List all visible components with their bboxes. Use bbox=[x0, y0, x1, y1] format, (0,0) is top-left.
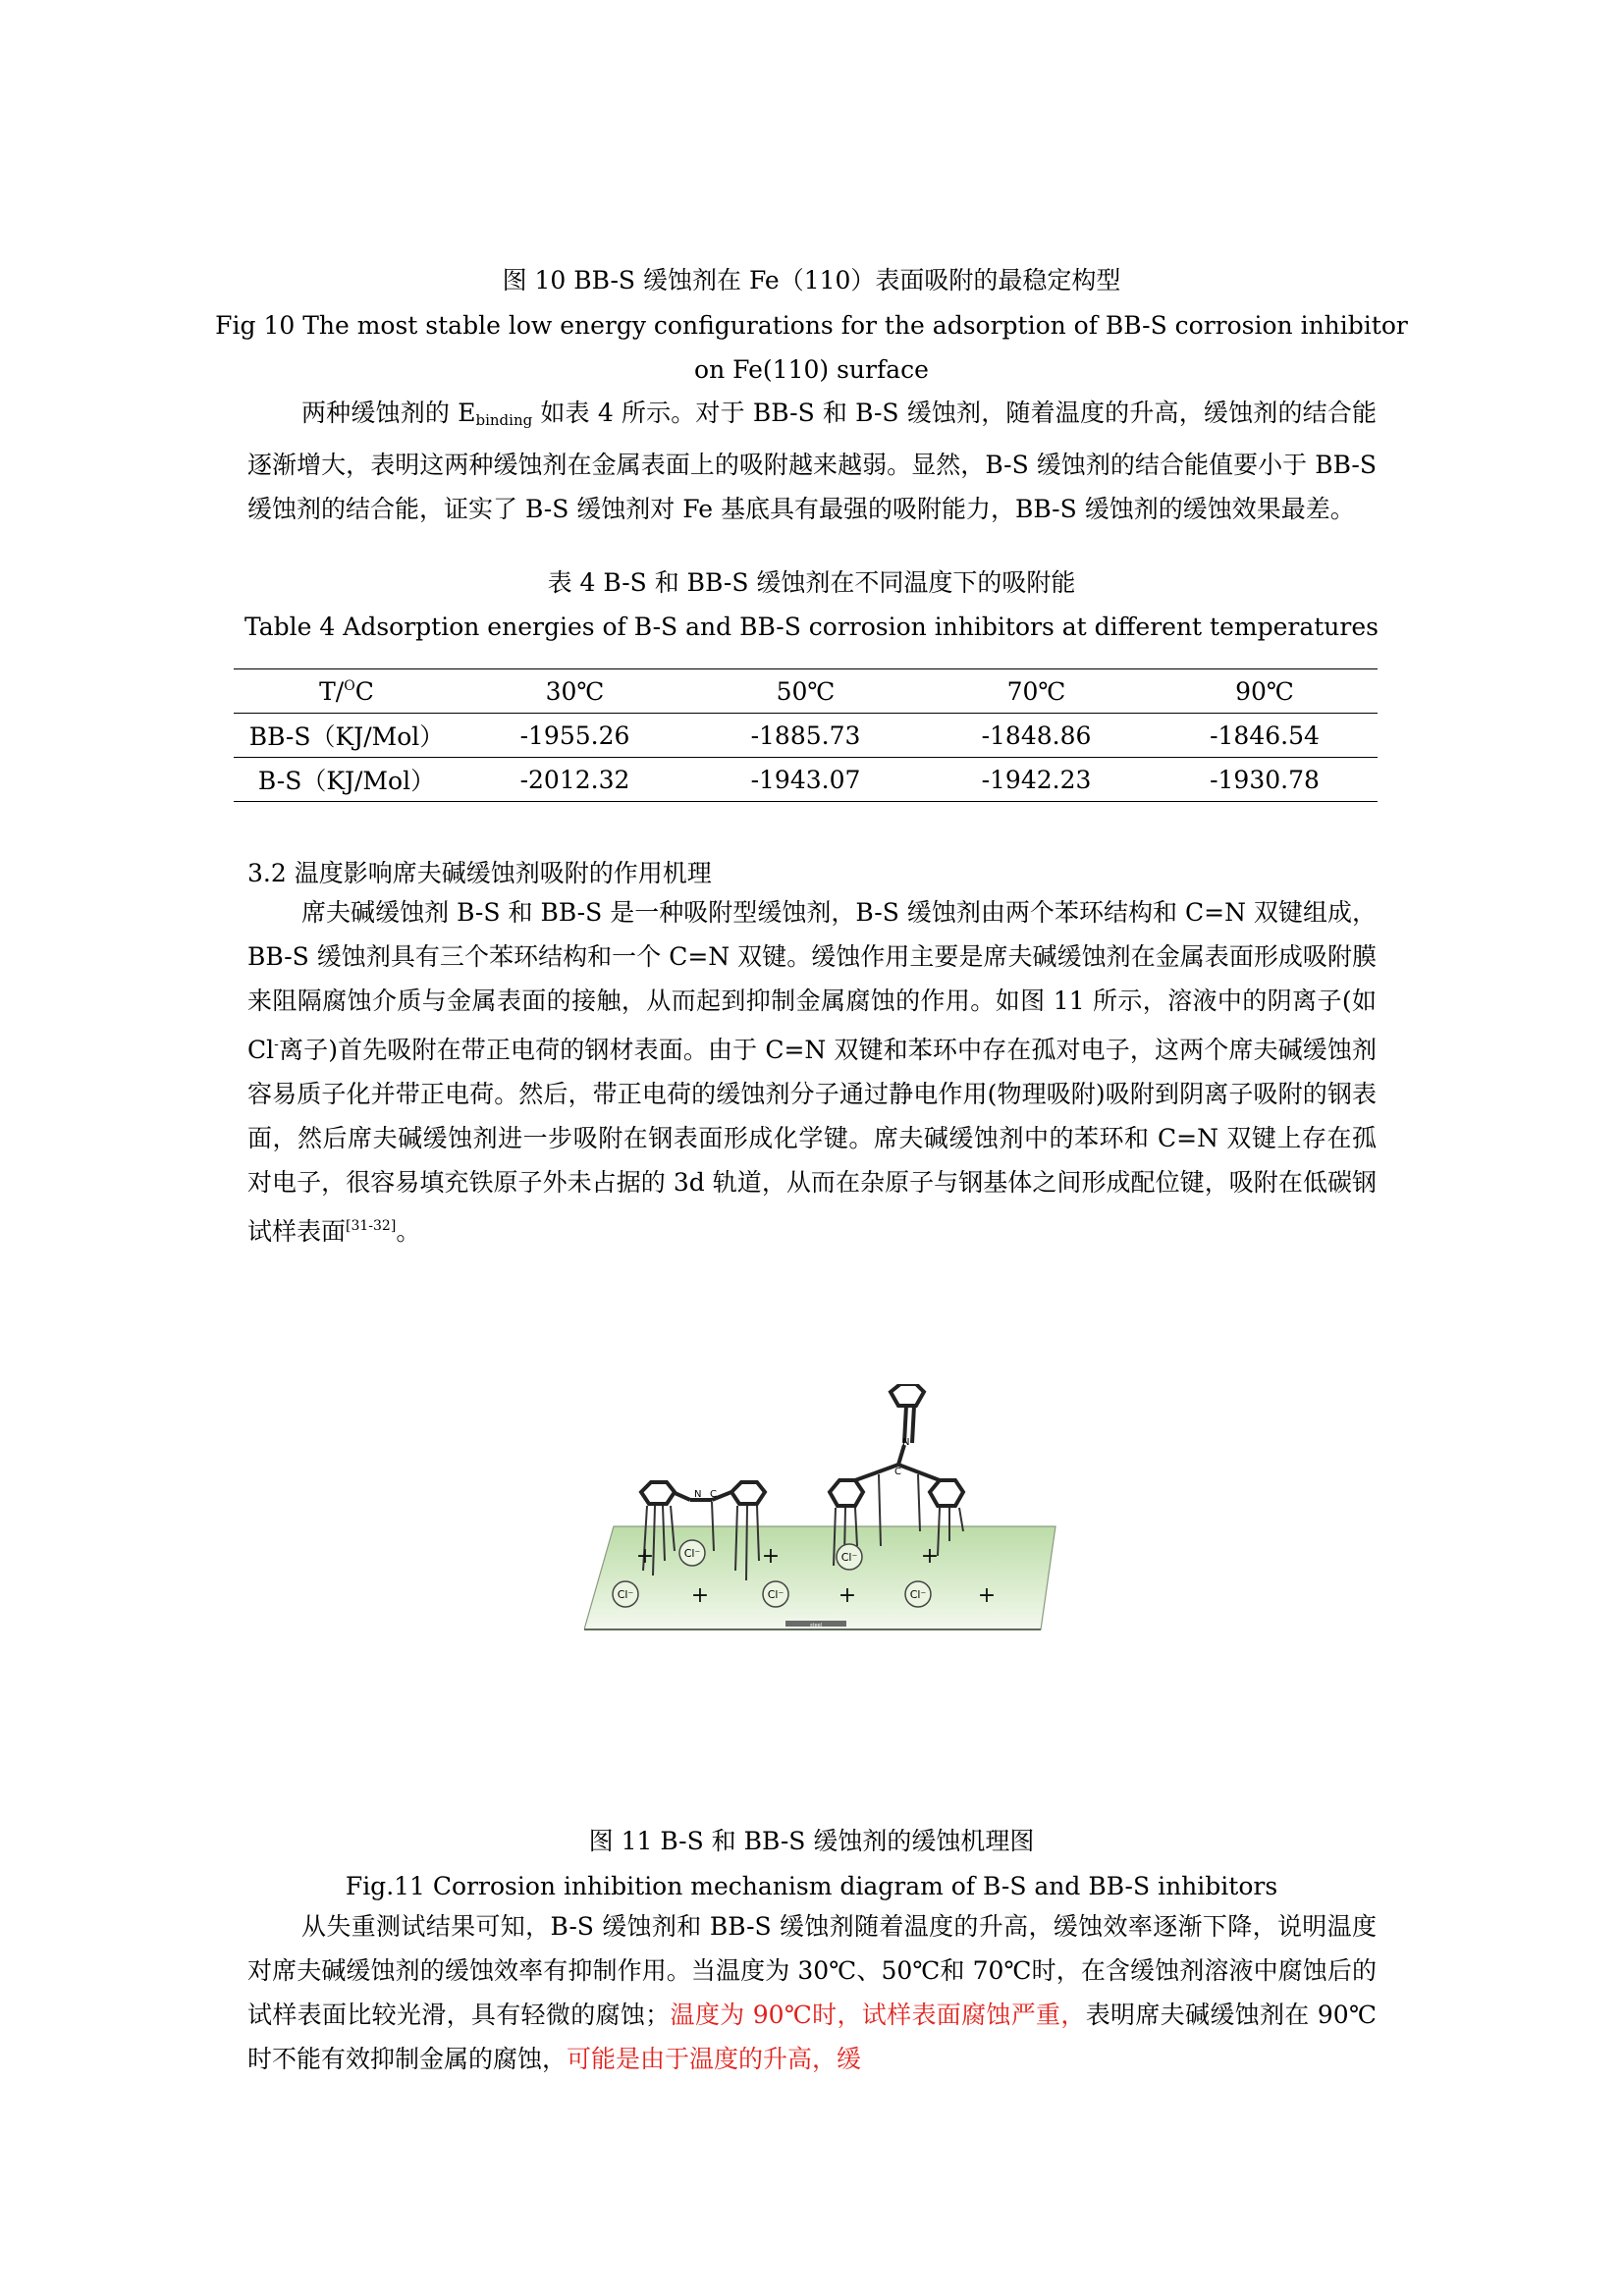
binding-subscript: binding bbox=[475, 411, 533, 429]
bbs-n-label: N bbox=[902, 1437, 910, 1448]
bbs-c-label: C bbox=[894, 1467, 901, 1477]
fig11-caption-en: Fig.11 Corrosion inhibition mechanism diagram of B-S and BB-S inhibitors bbox=[345, 1872, 1278, 1900]
cell: -1942.23 bbox=[981, 765, 1092, 794]
table4-caption-en: Table 4 Adsorption energies of B-S and BB-S corrosion inhibitors at different temperatures bbox=[244, 613, 1379, 641]
bs-c-label: C bbox=[710, 1489, 717, 1500]
highlight-red-1: 温度为 90℃时，试样表面腐蚀严重， bbox=[670, 2001, 1086, 2029]
cell: -2012.32 bbox=[519, 765, 630, 794]
svg-text:+: + bbox=[635, 1544, 655, 1569]
fig10-caption-en-line1: Fig 10 The most stable low energy configurations for the adsorption of BB-S corrosion inhibitor bbox=[215, 311, 1408, 340]
cell: -1955.26 bbox=[519, 721, 630, 750]
table4-caption-cn: 表 4 B-S 和 BB-S 缓蚀剂在不同温度下的吸附能 bbox=[547, 568, 1076, 597]
cell: -1885.73 bbox=[750, 721, 861, 750]
adsorption-energy-table bbox=[234, 668, 1378, 802]
cell: -1930.78 bbox=[1210, 765, 1320, 794]
cell: -1943.07 bbox=[750, 765, 861, 794]
svg-text:Cl⁻: Cl⁻ bbox=[617, 1588, 634, 1601]
table-header-row bbox=[234, 669, 1378, 714]
fig11-mechanism-diagram bbox=[584, 1384, 1065, 1679]
svg-text:Cl⁻: Cl⁻ bbox=[909, 1588, 927, 1601]
svg-text:Cl⁻: Cl⁻ bbox=[767, 1588, 784, 1601]
svg-text:+: + bbox=[761, 1544, 781, 1569]
fig10-caption-cn: 图 10 BB-S 缓蚀剂在 Fe（110）表面吸附的最稳定构型 bbox=[502, 266, 1121, 294]
paragraph-mechanism: 席夫碱缓蚀剂 B-S 和 BB-S 是一种吸附型缓蚀剂，B-S 缓蚀剂由两个苯环结构和 C=N 双键组成，BB-S 缓蚀剂具有三个苯环结构和一个 C=N 双键。缓蚀作用主要是席夫碱缓蚀剂在金属表面形成吸附膜来阻隔腐蚀介质与金属表面的接触，从而起到抑制金属腐蚀的作用。如图 11 所示，溶液中的阴离子(如 Cl-离子)首先吸附在带正电荷的钢材表面。由于 C=N 双键和苯环中存在孤对电子，这两个席夫碱缓蚀剂容易质子化并带正电荷。然后，带正电荷的缓蚀剂分子通过静电作用(物理吸附)吸附到阴离子吸附的钢表面，然后席夫碱缓蚀剂进一步吸附在钢表面形成化学键。席夫碱缓蚀剂中的苯环和 C=N 双键上存在孤对电子，很容易填充铁原子外未占据的 3d 轨道，从而在杂原子与钢基体之间形成配位键，吸附在低碳钢试样表面[31-32]。 bbox=[247, 898, 1377, 1246]
cell: -1846.54 bbox=[1210, 721, 1320, 750]
svg-text:+: + bbox=[920, 1544, 940, 1569]
paragraph-temperature-effect: 从失重测试结果可知，B-S 缓蚀剂和 BB-S 缓蚀剂随着温度的升高，缓蚀效率逐渐下降，说明温度对席夫碱缓蚀剂的缓蚀效率有抑制作用。当温度为 30℃、50℃和 70℃时，在含缓蚀剂溶液中腐蚀后的试样表面比较光滑，具有轻微的腐蚀；温度为 90℃时，试样表面腐蚀严重，表明席夫碱缓蚀剂在 90℃时不能有效抑制金属的腐蚀，可能是由于温度的升高，缓 bbox=[247, 1912, 1377, 2073]
fig11-caption-cn: 图 11 B-S 和 BB-S 缓蚀剂的缓蚀机理图 bbox=[588, 1827, 1035, 1855]
steel-label: steel bbox=[809, 1623, 823, 1629]
section-heading: 3.2 温度影响席夫碱缓蚀剂吸附的作用机理 bbox=[247, 859, 712, 887]
svg-text:Cl⁻: Cl⁻ bbox=[683, 1547, 701, 1560]
highlight-red-2: 可能是由于温度的升高，缓 bbox=[567, 2045, 862, 2073]
paragraph-binding-energy: 两种缓蚀剂的 $E_{binding}$ 如表 4 所示。对于 BB-S 和 B-S 缓蚀剂，随着温度的升高，缓蚀剂的结合能逐渐增大，表明这两种缓蚀剂在金属表面上的吸附越来越弱。显然，B-S 缓蚀剂的结合能值要小于 BB-S 缓蚀剂的结合能，证实了 B-S 缓蚀剂对 Fe 基底具有最强的吸附能力，BB-S 缓蚀剂的缓蚀效果最差。 bbox=[247, 399, 1377, 523]
reference-31-32: [31-32] bbox=[346, 1218, 397, 1234]
svg-text:+: + bbox=[977, 1583, 997, 1608]
svg-text:+: + bbox=[690, 1583, 710, 1608]
header-90: 90℃ bbox=[1235, 676, 1294, 706]
row-label-bs: B-S（KJ/Mol） bbox=[257, 767, 436, 795]
header-50: 50℃ bbox=[776, 676, 836, 706]
svg-text:+: + bbox=[838, 1583, 857, 1608]
cell: -1848.86 bbox=[981, 721, 1092, 750]
bs-n-label: N bbox=[694, 1489, 702, 1500]
svg-text:Cl⁻: Cl⁻ bbox=[840, 1551, 858, 1564]
table-row bbox=[234, 758, 1378, 802]
steel-plate bbox=[584, 1526, 1055, 1629]
header-temperature: T/$^O$C bbox=[319, 676, 374, 706]
row-label-bbs: BB-S（KJ/Mol） bbox=[248, 722, 445, 751]
bbs-molecule bbox=[830, 1384, 963, 1506]
fig10-caption-en-line2: on Fe(110) surface bbox=[694, 355, 929, 384]
bs-molecule bbox=[641, 1482, 765, 1504]
header-70: 70℃ bbox=[1006, 676, 1066, 706]
header-30: 30℃ bbox=[545, 676, 605, 706]
table-row bbox=[234, 714, 1378, 758]
